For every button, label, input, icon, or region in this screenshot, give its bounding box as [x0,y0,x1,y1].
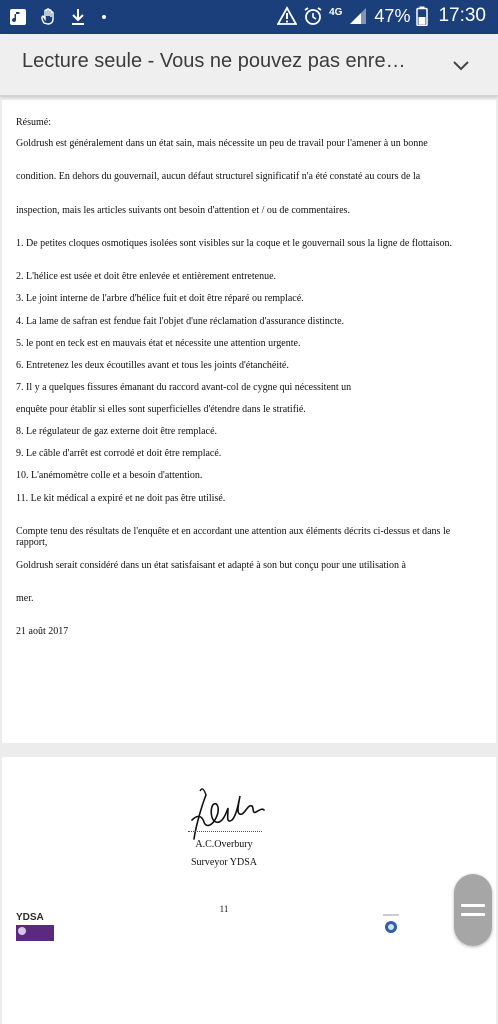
network-type-label: 4G [329,6,343,18]
ydsa-logo [16,913,54,943]
alert-triangle-icon [277,6,297,26]
document-page[interactable] [2,757,496,1024]
list-item: 3. Le joint interne de l'arbre d'hélice fuit et doit être réparé ou remplacé. [16,293,304,304]
paragraph-line: Goldrush est généralement dans un état sain, mais nécessite un peu de travail pour l'amener à un bonne [16,138,428,149]
status-bar [0,0,498,34]
floating-menu-button[interactable] [454,874,492,946]
summary-heading: Résumé: [16,117,51,128]
ydsa-logo-band [16,925,54,941]
list-item-continuation: enquête pour établir si elles sont superficielles d'étendre dans le stratifié. [16,404,306,415]
notification-dot-icon [102,15,106,19]
chevron-down-icon[interactable] [450,54,472,76]
ydsa-logo-text: YDSA [16,912,44,923]
page-number: 11 [219,904,229,914]
hand-gesture-icon [38,7,58,27]
document-title-bar[interactable] [0,34,498,96]
list-item: 11. Le kit médical a expiré et ne doit pas être utilisé. [16,493,226,504]
signatory-title: Surveyor YDSA [190,857,257,868]
handwritten-signature [178,765,278,845]
paragraph-line: condition. En dehors du gouvernail, aucun défaut structurel significatif n'a été constaté au cours de la [16,171,421,182]
list-item: 6. Entretenez les deux écoutilles avant et tous les joints d'étanchéité. [16,360,289,371]
conclusion-line: Goldrush serait considéré dans un état satisfaisant et adapté à son but conçu pour une utilisation à [16,560,406,571]
list-item: 5. le pont en teck est en mauvais état et nécessite une attention urgente. [16,338,301,349]
list-item: 2. L'hélice est usée et doit être enlevée et entièrement entretenue. [16,271,277,282]
signal-strength-icon [348,6,368,26]
battery-icon [416,6,428,26]
alarm-clock-icon [303,6,323,26]
battery-percentage: 47% [374,5,411,26]
list-item: 4. La lame de safran est fendue fait l'objet d'une réclamation d'assurance distincte. [16,316,345,327]
conclusion-line: Compte tenu des résultats de l'enquête et en accordant une attention aux éléments décrits ci-dessus et dans le rapport, [16,526,451,548]
document-page[interactable] [2,100,496,743]
music-app-icon [8,7,28,27]
signatory-name: A.C.Overbury [195,839,253,850]
list-item: 10. L'anémomètre colle et a besoin d'attention. [16,470,203,481]
read-only-banner-text: Lecture seule - Vous ne pouvez pas enre… [22,50,406,72]
clock-time: 17:30 [438,5,486,26]
signature-line [188,831,262,832]
certification-badge-icon [382,913,400,937]
list-item: 8. Le régulateur de gaz externe doit être remplacé. [16,426,218,437]
report-date: 21 août 2017 [16,626,69,637]
list-item: 1. De petites cloques osmotiques isolées sont visibles sur la coque et le gouvernail sous la ligne de flottaison. [16,238,453,249]
list-item: 7. Il y a quelques fissures émanant du raccord avant-col de cygne qui nécessitent un [16,382,352,393]
download-icon [68,7,88,27]
list-item: 9. Le câble d'arrêt est corrodé et doit être remplacé. [16,448,222,459]
paragraph-line: inspection, mais les articles suivants ont besoin d'attention et / ou de commentaires. [16,205,350,216]
conclusion-line: mer. [16,593,34,604]
